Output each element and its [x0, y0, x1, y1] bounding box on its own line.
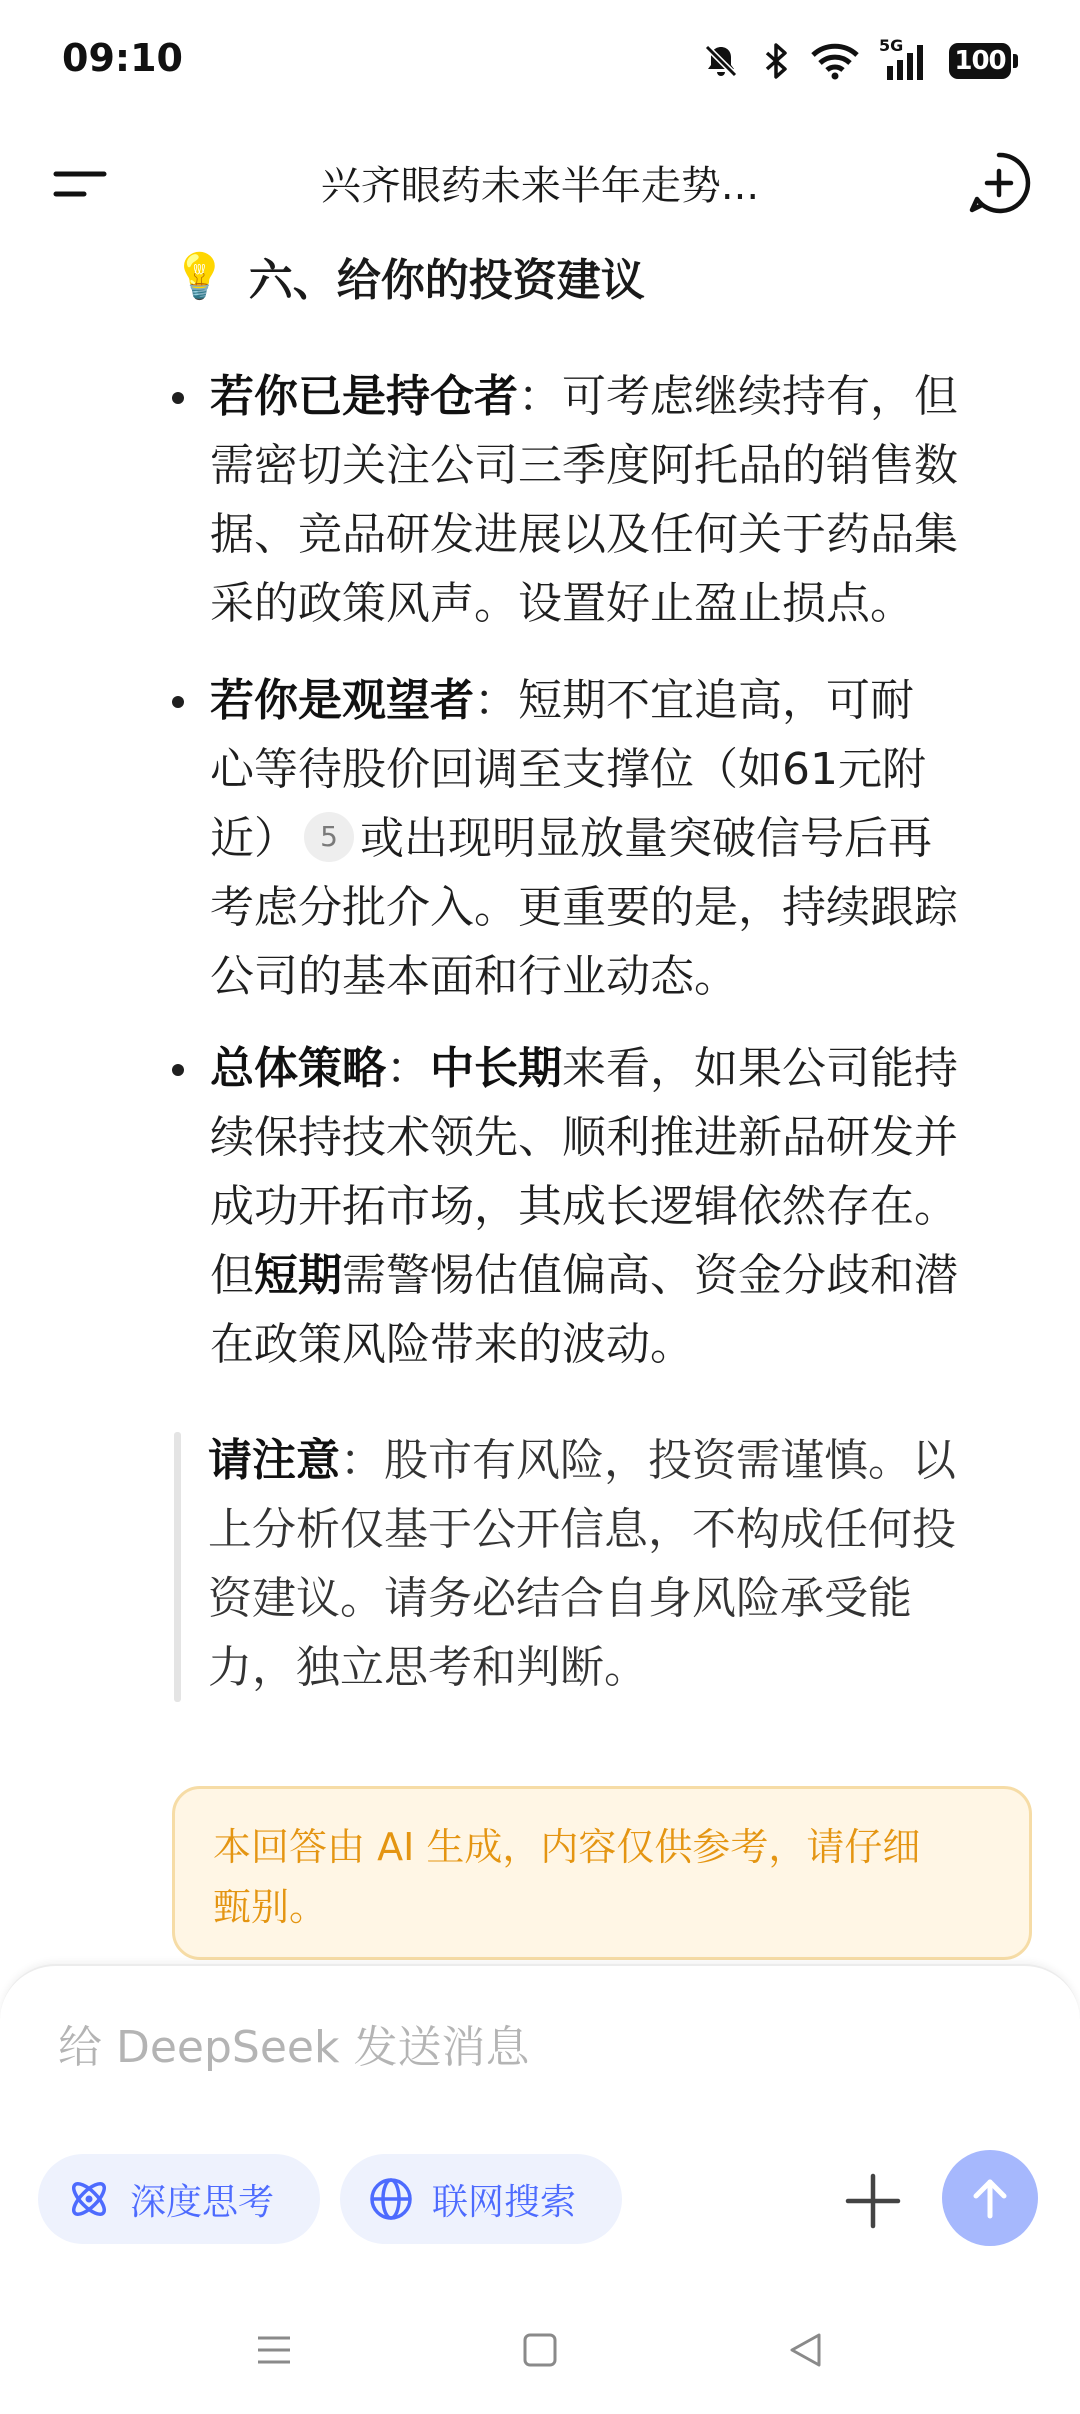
- bullet-dot: [172, 696, 184, 708]
- disclaimer-line: 本回答由 AI 生成，内容仅供参考，请仔细: [213, 1825, 921, 1869]
- bell-muted-icon: [701, 41, 741, 81]
- back-button[interactable]: [776, 2320, 836, 2380]
- text-line: ：可考虑继续持有，但: [518, 371, 958, 422]
- bullet-dot: [172, 392, 184, 404]
- new-chat-button[interactable]: [966, 150, 1032, 216]
- square-icon: [520, 2330, 560, 2370]
- cellular-signal-icon: [879, 36, 929, 82]
- text-line: 据、竞品研发进展以及任何关于药品集: [210, 509, 958, 560]
- text-line: 上分析仅基于公开信息，不构成任何投: [208, 1504, 956, 1555]
- list-item: [172, 362, 1034, 642]
- citation-badge[interactable]: 5: [304, 812, 354, 862]
- triangle-back-icon: [786, 2330, 826, 2370]
- emphasis-text: 中长期: [430, 1043, 562, 1094]
- menu-lines-icon: [254, 2330, 294, 2370]
- list-item-text: [210, 666, 1080, 1011]
- list-item-text: [210, 362, 1080, 638]
- deep-think-label: 深度思考: [130, 2181, 275, 2223]
- text-line: 或出现明显放量突破信号后再: [360, 813, 932, 864]
- text-line: 需密切关注公司三季度阿托品的销售数: [210, 440, 958, 491]
- recents-button[interactable]: [244, 2320, 304, 2380]
- send-button[interactable]: [942, 2150, 1038, 2246]
- bluetooth-icon: [761, 41, 791, 81]
- ai-disclaimer-banner: [172, 1786, 1032, 1960]
- quote-bar: [174, 1432, 181, 1702]
- attach-button[interactable]: [842, 2170, 904, 2232]
- status-icons: [701, 38, 1018, 84]
- menu-button[interactable]: [48, 152, 112, 216]
- text-line: 采的政策风声。设置好止盈止损点。: [210, 578, 914, 629]
- atom-icon: [66, 2176, 112, 2222]
- disclaimer-line: 甄别。: [213, 1885, 328, 1929]
- globe-icon: [368, 2176, 414, 2222]
- menu-icon: [48, 152, 112, 216]
- separator: ：: [386, 1043, 430, 1094]
- message-input[interactable]: [58, 2022, 958, 2073]
- text-line: ：短期不宜追高，可耐: [474, 675, 914, 726]
- text-line: 需警惕估值偏高、资金分歧和潜: [342, 1250, 958, 1301]
- web-search-label: 联网搜索: [432, 2181, 577, 2223]
- text-line: 近）: [210, 813, 298, 864]
- text-line: 考虑分批介入。更重要的是，持续跟踪: [210, 882, 958, 933]
- quote-text: [208, 1426, 956, 1702]
- bullet-dot: [172, 1064, 184, 1076]
- plus-circle-icon: [966, 150, 1032, 216]
- text-line: 在政策风险带来的波动。: [210, 1319, 694, 1370]
- lightbulb-icon: 💡: [172, 251, 227, 302]
- top-bar: [0, 120, 1080, 244]
- text-line: 资建议。请务必结合自身风险承受能: [208, 1573, 912, 1624]
- text-line: 来看，如果公司能持: [562, 1043, 958, 1094]
- notice-label: 请注意: [208, 1435, 340, 1486]
- plus-icon: [842, 2170, 904, 2232]
- text-line: 力，独立思考和判断。: [208, 1642, 648, 1693]
- system-nav-bar: [0, 2300, 1080, 2414]
- status-bar: [0, 0, 1080, 120]
- list-item: [172, 666, 1034, 1016]
- text-line: 公司的基本面和行业动态。: [210, 951, 738, 1002]
- bullet-label: 若你是观望者: [210, 675, 474, 726]
- blockquote: [172, 1426, 1034, 1702]
- text-line: 但: [210, 1250, 254, 1301]
- chat-title[interactable]: 兴齐眼药未来半年走势...: [320, 163, 760, 209]
- home-button[interactable]: [510, 2320, 570, 2380]
- text-line: 心等待股价回调至支撑位（如61元附: [210, 744, 926, 795]
- text-line: ：股市有风险，投资需谨慎。以: [340, 1435, 956, 1486]
- section-heading-text: 六、给你的投资建议: [248, 255, 645, 306]
- battery-icon: [949, 43, 1018, 79]
- emphasis-text: 短期: [254, 1250, 342, 1301]
- bullet-label: 若你已是持仓者: [210, 371, 518, 422]
- battery-level: 100: [949, 43, 1011, 79]
- list-item: [172, 1034, 1034, 1384]
- deep-think-toggle[interactable]: [38, 2154, 320, 2244]
- section-heading: [172, 244, 645, 308]
- wifi-icon: [811, 42, 859, 80]
- arrow-up-icon: [966, 2174, 1014, 2222]
- web-search-toggle[interactable]: [340, 2154, 622, 2244]
- network-type: 5G: [879, 36, 904, 55]
- list-item-text: [210, 1034, 1080, 1379]
- status-time: 09:10: [62, 36, 183, 80]
- text-line: 成功开拓市场，其成长逻辑依然存在。: [210, 1181, 958, 1232]
- text-line: 续保持技术领先、顺利推进新品研发并: [210, 1112, 958, 1163]
- bullet-label: 总体策略: [210, 1043, 386, 1094]
